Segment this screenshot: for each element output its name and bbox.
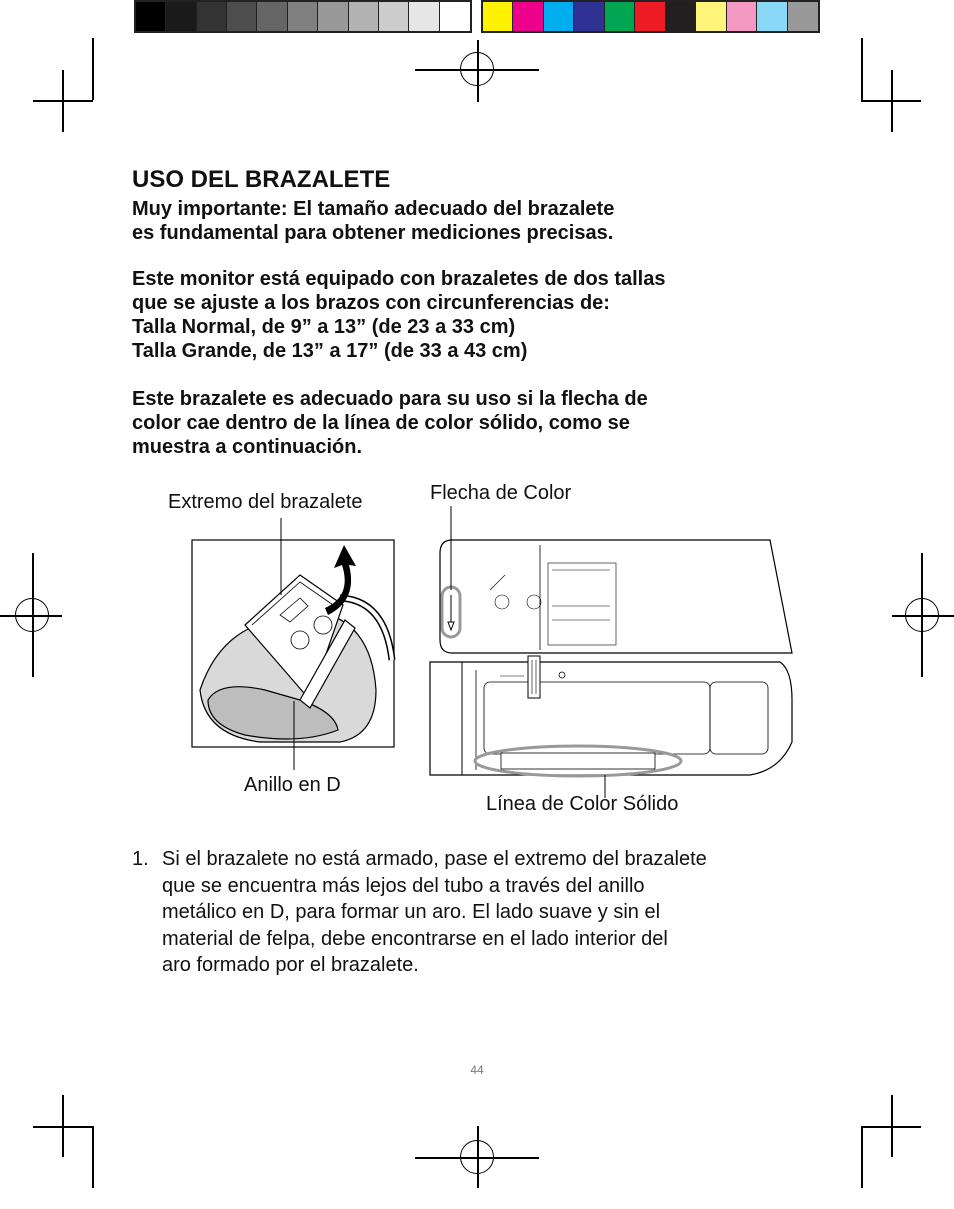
step-instructions: Si el brazalete no está armado, pase el extremo del brazalete que se encuentra más lejos del tubo a través del anillo metálico en D, para formar un aro. El lado suave y sin el material de felpa, debe encontrarse en el lado interior del aro formado por el brazalete.: [162, 848, 707, 976]
page-number: 44: [470, 1063, 484, 1077]
step-number: 1.: [132, 848, 149, 870]
cuff-inner-face: [430, 656, 792, 776]
fit-check-paragraph: Este brazalete es adecuado para su uso si la flecha de color cae dentro de la línea de color sólido, como se muestra a continuación.: [132, 388, 648, 458]
important-note: Muy importante: El tamaño adecuado del brazalete es fundamental para obtener mediciones precisas.: [132, 198, 615, 244]
label-solid-color-line: Línea de Color Sólido: [486, 793, 679, 815]
wrapped-cuff-drawing: [200, 545, 392, 742]
section-title: USO DEL BRAZALETE: [132, 166, 391, 193]
cuff-outer-face: [440, 540, 792, 653]
label-color-arrow: Flecha de Color: [430, 482, 572, 504]
cuff-sizes-paragraph: Este monitor está equipado con brazaletes de dos tallas que se ajuste a los brazos con circunferencias de: Talla Normal, de 9” a 13” (de 23 a 33 cm) Talla Grande, de 13” a 17” (de 33 a 43 cm): [132, 268, 666, 362]
label-d-ring: Anillo en D: [244, 774, 341, 796]
label-cuff-end: Extremo del brazalete: [168, 491, 363, 513]
